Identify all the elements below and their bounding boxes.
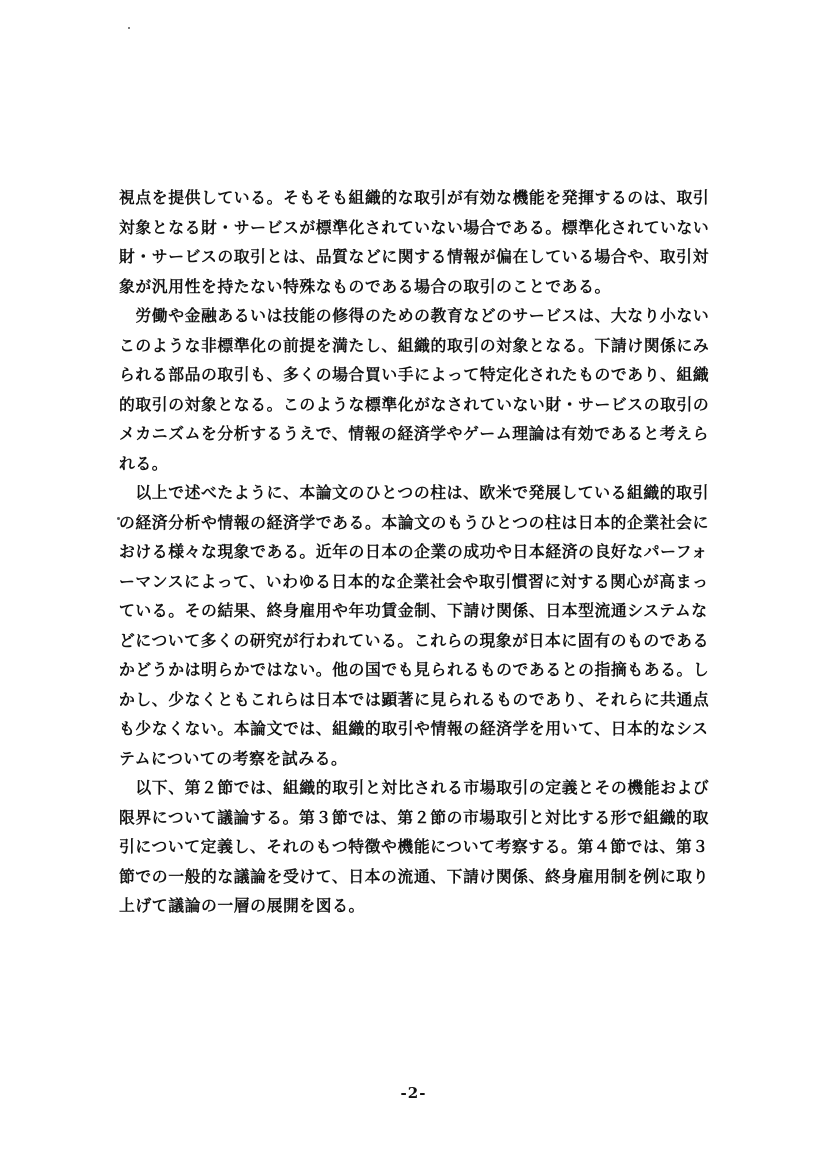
scan-speck (128, 27, 130, 29)
text-line: 視点を提供している。そもそも組織的な取引が有効な機能を発揮するのは、取引 (119, 188, 710, 207)
text-line: 的取引の対象となる。このような標準化がなされていない財・サービスの取引の (119, 394, 710, 414)
text-line: 財・サービスの取引とは、品質などに関する情報が偏在している場合や、取引対 (119, 247, 709, 266)
text-line: 上げて議論の一層の展開を図る。 (119, 896, 365, 915)
text-line: 限界について議論する。第３節では、第２節の市場取引と対比する形で組織的取 (119, 807, 709, 827)
text-line: 節での一般的な議論を受けて、日本の流通、下請け関係、終身雇用制を例に取り (119, 866, 709, 886)
text-line: 対象となる財・サービスが標準化されていない場合である。標準化されていない (119, 217, 710, 237)
text-line: メカニズムを分析するうえで、情報の経済学やゲーム理論は有効であると考えら (119, 424, 709, 443)
text-line: おける様々な現象である。近年の日本の企業の成功や日本経済の良好なパーフォ (119, 542, 708, 561)
text-line: かどうかは明らかではない。他の国でも見られるものであるとの指摘もある。し (119, 660, 710, 679)
text-line: れる。 (119, 453, 169, 473)
text-line: 以下、第２節では、組織的取引と対比される市場取引の定義とその機能および (119, 778, 710, 797)
text-line: られる部品の取引も、多くの場合買い手によって特定化されたものであり、組織 (119, 365, 710, 384)
text-line: の経済分析や情報の経済学である。本論文のもうひとつの柱は日本的企業社会に (119, 512, 709, 532)
text-line: どについて多くの研究が行われている。これらの現象が日本に固有のものである (119, 630, 709, 650)
text-line: 労働や金融あるいは技能の修得のための教育などのサービスは、大なり小ない (119, 306, 710, 325)
text-line: 引について定義し、それのもつ特徴や機能について考察する。第４節では、第３ (119, 837, 709, 856)
text-line: テムについての考察を試みる。 (119, 748, 348, 768)
body-text (119, 183, 719, 921)
text-line: 象が汎用性を持たない特殊なものである場合の取引のことである。 (119, 276, 611, 296)
text-line: も少なくない。本論文では、組織的取引や情報の経済学を用いて、日本的なシス (119, 719, 709, 738)
text-line: このような非標準化の前提を満たし、組織的取引の対象となる。下請け関係にみ (119, 335, 710, 355)
text-line: ている。その結果、終身雇用や年功賃金制、下請け関係、日本型流通システムな (119, 601, 708, 620)
page-number: -2- (400, 1084, 427, 1102)
text-line: かし、少なくともこれらは日本では顕著に見られるものであり、それらに共通点 (119, 689, 710, 709)
text-line: 以上で述べたように、本論文のひとつの柱は、欧米で発展している組織的取引 (119, 483, 709, 502)
text-line: ーマンスによって、いわゆる日本的な企業社会や取引慣習に対する関心が高まっ (119, 571, 709, 591)
